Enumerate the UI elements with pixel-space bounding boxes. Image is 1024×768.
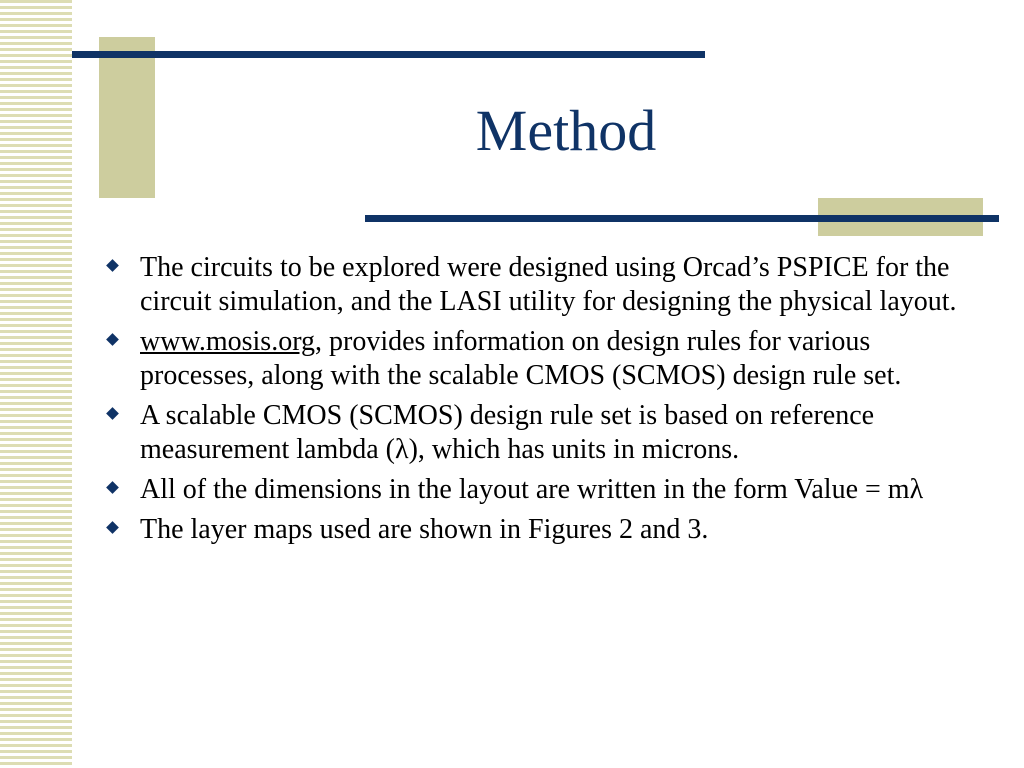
diamond-bullet-icon xyxy=(106,407,119,420)
diamond-bullet-icon xyxy=(106,521,119,534)
diamond-bullet-icon xyxy=(106,259,119,272)
bullet-item xyxy=(98,513,978,547)
slide-title: Method xyxy=(475,98,657,163)
decorative-block-left xyxy=(99,37,155,198)
mosis-link[interactable]: www.mosis.org xyxy=(140,326,316,357)
bullet-item xyxy=(98,473,978,507)
title-rule-top xyxy=(72,51,705,58)
bullet-text: , provides information on design rules for various processes, along with the scalable CMOS (SCMOS) design rule set. xyxy=(140,326,902,391)
bullet-item xyxy=(98,251,978,319)
diamond-bullet-icon xyxy=(106,481,119,494)
bullet-text: The layer maps used are shown in Figures 2 and 3. xyxy=(140,514,709,545)
bullet-text: All of the dimensions in the layout are written in the form Value = mλ xyxy=(140,474,924,505)
bullet-list xyxy=(98,251,978,553)
diamond-bullet-icon xyxy=(106,333,119,346)
bullet-item xyxy=(98,399,978,467)
striped-side-band xyxy=(0,0,72,768)
bullet-text: A scalable CMOS (SCMOS) design rule set is based on reference measurement lambda (λ), which has units in microns. xyxy=(140,400,875,465)
bullet-item xyxy=(98,325,978,393)
bullet-text: The circuits to be explored were designed using Orcad’s PSPICE for the circuit simulation, and the LASI utility for designing the physical layout. xyxy=(140,252,957,317)
title-rule-bottom xyxy=(365,215,999,222)
